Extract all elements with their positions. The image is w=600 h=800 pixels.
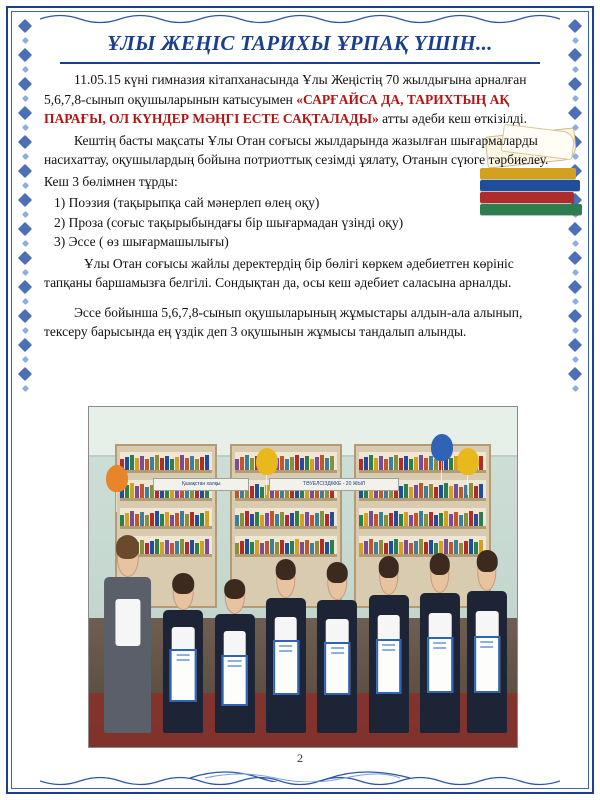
book-spine xyxy=(255,540,259,554)
book-spine xyxy=(250,514,254,526)
book-spine xyxy=(429,484,433,498)
shelf-row xyxy=(235,508,336,529)
person-teacher xyxy=(98,516,158,734)
student-hair xyxy=(477,550,498,572)
book-spine xyxy=(250,542,254,554)
ornament-diamond xyxy=(21,269,28,276)
book-spine xyxy=(240,541,244,554)
book-spine xyxy=(379,512,383,526)
ornament-diamond xyxy=(18,222,32,236)
book-spine xyxy=(200,541,204,554)
sections-lead-text: Кеш 3 бөлімнен тұрды: xyxy=(44,173,178,189)
book-spine xyxy=(369,511,373,526)
book-spine xyxy=(205,539,209,554)
book-spine xyxy=(135,458,139,470)
ornament-diamond xyxy=(21,153,28,160)
book-spine xyxy=(404,456,408,470)
balloon-yellow-2 xyxy=(457,448,479,475)
book-spine xyxy=(325,458,329,470)
book-spine xyxy=(454,512,458,526)
book-spine xyxy=(130,455,134,470)
ornament-diamond xyxy=(21,385,28,392)
ornament-diamond xyxy=(571,269,578,276)
list-item-essay: 3) Эссе ( өз шығармашылығы) xyxy=(54,234,229,249)
book-spine xyxy=(200,513,204,526)
book-spine xyxy=(265,513,269,526)
book-spine xyxy=(315,513,319,526)
book-spine xyxy=(170,515,174,526)
book-spine xyxy=(235,515,239,526)
page-number: 2 xyxy=(297,751,303,765)
book-spine xyxy=(275,514,279,526)
ornament-diamond xyxy=(571,356,578,363)
book-spine xyxy=(459,515,463,526)
student-hair xyxy=(276,559,297,580)
ornament-diamond xyxy=(21,37,28,44)
book-spine xyxy=(434,459,438,470)
ornament-diamond xyxy=(18,48,32,62)
book-spine xyxy=(185,458,189,470)
person-student-5 xyxy=(363,536,414,733)
teacher-hair xyxy=(116,535,140,559)
ornament-diamond xyxy=(21,66,28,73)
book-spine xyxy=(464,513,468,526)
ornament-diamond xyxy=(568,77,582,91)
certificate xyxy=(221,655,248,706)
book-spine xyxy=(285,459,289,470)
ornament-diamond xyxy=(568,251,582,265)
list-item xyxy=(44,193,556,213)
book-spine xyxy=(359,515,363,526)
ornament-diamond xyxy=(18,338,32,352)
student-hair xyxy=(327,562,348,583)
book-spine xyxy=(255,484,259,498)
book-spine xyxy=(205,455,209,470)
ornament-diamond xyxy=(568,338,582,352)
book-spine xyxy=(180,511,184,526)
book-spine xyxy=(150,457,154,470)
book-spine xyxy=(135,486,139,498)
certificate xyxy=(474,636,500,693)
book-spine xyxy=(399,458,403,470)
person-student-2 xyxy=(209,563,260,733)
book-spine xyxy=(434,487,438,498)
book-spine xyxy=(404,512,408,526)
book-spine xyxy=(245,455,249,470)
book-spine xyxy=(310,515,314,526)
ornament-diamond xyxy=(568,222,582,236)
teacher-blouse xyxy=(115,599,140,647)
person-student-3 xyxy=(260,540,311,734)
book-spine xyxy=(285,515,289,526)
balloon-orange xyxy=(106,465,128,492)
student-hair xyxy=(430,553,451,575)
ornament-diamond xyxy=(18,164,32,178)
page-title: ҰЛЫ ЖЕҢІС ТАРИХЫ ҰРПАҚ ҮШІН... xyxy=(107,31,493,55)
ornament-diamond xyxy=(571,37,578,44)
book-spine xyxy=(359,459,363,470)
ornament-diamond xyxy=(18,280,32,294)
person-student-7 xyxy=(461,529,512,733)
ornament-diamond xyxy=(21,240,28,247)
intro-text-part1: 11.05.15 күні гимназия кітапханасында Ұлы Жеңістің 70 жылдығына арналған 5,6,7,8-сынып оқушыларынын катысуымен xyxy=(44,72,527,107)
book-spine xyxy=(315,457,319,470)
book-spine xyxy=(374,514,378,526)
book-spine xyxy=(180,455,184,470)
book-spine xyxy=(409,459,413,470)
book-spine xyxy=(325,514,329,526)
ornament-diamond xyxy=(571,298,578,305)
book-spine xyxy=(245,539,249,554)
intro-highlight-title: «САРҒАЙСА ДА, ТАРИХТЫҢ АҚ ПАРАҒЫ, ОЛ КҮНДЕР МӘҢГІ ЕСТЕ САҚТАЛАДЫ» xyxy=(44,91,510,126)
book-spine xyxy=(409,515,413,526)
ornament-diamond xyxy=(18,193,32,207)
person-student-4 xyxy=(312,543,363,733)
left-ornament-strip xyxy=(14,14,36,786)
ornament-diamond xyxy=(18,367,32,381)
ornament-diamond xyxy=(568,309,582,323)
book-spine xyxy=(165,512,169,526)
book-spine xyxy=(469,511,473,526)
ornament-diamond xyxy=(21,124,28,131)
book-spine xyxy=(414,513,418,526)
certificate xyxy=(273,640,299,694)
ornament-diamond xyxy=(18,309,32,323)
balloon-blue xyxy=(431,434,453,461)
book-spine xyxy=(125,457,129,470)
person-student-1 xyxy=(157,557,208,734)
book-spine xyxy=(479,456,483,470)
book-spine xyxy=(449,458,453,470)
book-spine xyxy=(290,457,294,470)
book-spine xyxy=(364,513,368,526)
book-spine xyxy=(399,514,403,526)
student-hair xyxy=(224,579,246,599)
book-spine xyxy=(439,513,443,526)
person-student-6 xyxy=(414,533,465,734)
book-spine xyxy=(190,456,194,470)
book-spine xyxy=(434,515,438,526)
ornament-diamond xyxy=(21,298,28,305)
book-spine xyxy=(364,457,368,470)
book-spine xyxy=(160,542,164,554)
book-spine xyxy=(419,511,423,526)
book-spine xyxy=(384,515,388,526)
book-spine xyxy=(414,485,418,498)
ornament-diamond xyxy=(571,240,578,247)
book-spine xyxy=(424,458,428,470)
book-spine xyxy=(250,458,254,470)
book-spine xyxy=(454,484,458,498)
book-spine xyxy=(190,540,194,554)
book-spine xyxy=(429,456,433,470)
book-spine xyxy=(240,457,244,470)
certificate xyxy=(376,639,402,694)
book-spine xyxy=(379,456,383,470)
book-spine xyxy=(185,542,189,554)
paragraph-literature xyxy=(44,254,556,293)
intro-text-part2: атты әдеби кеш өткізілді. xyxy=(378,111,528,126)
ornament-diamond xyxy=(18,77,32,91)
book-spine xyxy=(330,456,334,470)
banner-kazakhstan: Қазақстан халқы xyxy=(153,478,249,491)
ornament-diamond xyxy=(571,385,578,392)
book-spine xyxy=(469,483,473,498)
book-spine xyxy=(245,511,249,526)
paragraph-purpose xyxy=(44,131,556,170)
top-ornament xyxy=(40,12,560,26)
balloon-yellow xyxy=(256,448,278,475)
student-hair xyxy=(172,573,194,594)
ornament-diamond xyxy=(21,211,28,218)
book-spine xyxy=(240,513,244,526)
book-spine xyxy=(140,456,144,470)
book-spine xyxy=(280,456,284,470)
list-item xyxy=(44,232,556,252)
list-item-poetry: 1) Поэзия (тақырыпқа сай мәнерлеп өлең оқу) xyxy=(54,195,320,210)
book-spine xyxy=(180,539,184,554)
article-body xyxy=(44,70,556,344)
book-spine xyxy=(310,459,314,470)
book-spine xyxy=(145,487,149,498)
essay-results-text: Эссе бойынша 5,6,7,8-сынып оқушыларының жұмыстары алдын-ала алынып, тексеру барысында ең үздік деп 3 оқушынын жұмысы тандалып алынды. xyxy=(44,304,523,339)
ornament-diamond xyxy=(18,106,32,120)
book-spine xyxy=(235,459,239,470)
book-spine xyxy=(399,486,403,498)
event-photo-scene xyxy=(89,407,517,747)
book-spine xyxy=(185,514,189,526)
book-spine xyxy=(200,457,204,470)
book-spine xyxy=(479,484,483,498)
book-spine xyxy=(130,483,134,498)
paragraph-intro xyxy=(44,70,556,129)
book-spine xyxy=(175,457,179,470)
book-spine xyxy=(369,455,373,470)
book-spine xyxy=(474,514,478,526)
book-spine xyxy=(419,455,423,470)
book-spine xyxy=(429,512,433,526)
book-spine xyxy=(195,515,199,526)
book-spine xyxy=(444,483,448,498)
book-spine xyxy=(165,540,169,554)
student-hair xyxy=(378,556,399,578)
book-spine xyxy=(414,457,418,470)
book-spine xyxy=(255,512,259,526)
book-spine xyxy=(195,459,199,470)
title-band xyxy=(44,26,556,66)
book-spine xyxy=(160,458,164,470)
book-spine xyxy=(409,487,413,498)
book-spine xyxy=(145,459,149,470)
book-spine xyxy=(190,512,194,526)
ornament-diamond xyxy=(571,66,578,73)
book-spine xyxy=(140,484,144,498)
footer-flourish xyxy=(185,766,415,782)
book-spine xyxy=(444,511,448,526)
book-spine xyxy=(160,514,164,526)
certificate xyxy=(170,649,197,702)
ornament-diamond xyxy=(18,19,32,33)
certificate xyxy=(427,637,453,693)
book-spine xyxy=(270,511,274,526)
literature-text: Ұлы Отан соғысы жайлы деректердің бір бөлігі көркем әдебиетген көрініс тапқаны баршамызға белгілі. Сондықтан да, осы кеш әдебиет саласына арналды. xyxy=(44,255,514,290)
book-spine xyxy=(175,541,179,554)
ornament-diamond xyxy=(568,19,582,33)
book-spine xyxy=(175,513,179,526)
certificate xyxy=(324,642,350,695)
footer-flourish-svg xyxy=(185,766,415,782)
book-spine xyxy=(320,455,324,470)
book-spine xyxy=(295,511,299,526)
list-item-prose: 2) Проза (соғыс тақырыбындағы бір шығармадан үзінді оқу) xyxy=(54,214,404,230)
shelf-row xyxy=(235,452,336,473)
ornament-diamond xyxy=(568,367,582,381)
book-spine xyxy=(389,513,393,526)
book-spine xyxy=(389,457,393,470)
book-spine xyxy=(260,487,264,498)
book-spine xyxy=(424,514,428,526)
book-spine xyxy=(170,459,174,470)
book-spine xyxy=(250,486,254,498)
book-spine xyxy=(280,512,284,526)
banner-independence: ТӘУЕЛСІЗДІККЕ - 20 ЖЫЛ xyxy=(269,478,399,491)
book-spine xyxy=(300,458,304,470)
book-spine xyxy=(459,487,463,498)
ornament-diamond xyxy=(21,327,28,334)
book-spine xyxy=(320,511,324,526)
ornament-diamond xyxy=(18,135,32,149)
title-underline xyxy=(60,62,540,64)
ornament-diamond xyxy=(571,95,578,102)
book-spine xyxy=(235,543,239,554)
book-spine xyxy=(449,486,453,498)
shelf-row xyxy=(359,508,486,529)
ornament-diamond xyxy=(18,251,32,265)
book-spine xyxy=(205,511,209,526)
paragraph-essay-results xyxy=(44,303,556,342)
book-spine xyxy=(419,483,423,498)
ornament-diamond xyxy=(568,106,582,120)
ornament-diamond xyxy=(21,356,28,363)
book-spine xyxy=(195,543,199,554)
book-spine xyxy=(295,455,299,470)
purpose-text: Кештің басты мақсаты Ұлы Отан соғысы жылдарында жазылған шығармаларды насихаттау, оқушылардың бойына потриоттық сезімді ұялату, Отанын сүюге тәрбиелеу. xyxy=(44,132,549,167)
book-spine xyxy=(155,455,159,470)
book-spine xyxy=(449,514,453,526)
shelf-row xyxy=(120,452,213,473)
book-spine xyxy=(394,455,398,470)
ornament-diamond xyxy=(568,48,582,62)
book-spine xyxy=(404,484,408,498)
book-spine xyxy=(300,514,304,526)
list-item xyxy=(44,213,556,233)
page-footer xyxy=(0,751,600,782)
book-spine xyxy=(260,515,264,526)
paragraph-sections-lead xyxy=(44,172,556,192)
book-spine xyxy=(305,456,309,470)
ornament-diamond xyxy=(568,280,582,294)
book-spine xyxy=(305,512,309,526)
ornament-diamond xyxy=(21,182,28,189)
book-spine xyxy=(474,486,478,498)
book-spine xyxy=(394,511,398,526)
book-spine xyxy=(170,543,174,554)
book-spine xyxy=(290,513,294,526)
ornament-diamond xyxy=(21,95,28,102)
book-spine xyxy=(424,486,428,498)
event-photo xyxy=(88,406,518,748)
book-spine xyxy=(439,485,443,498)
book-spine xyxy=(479,512,483,526)
book-spine xyxy=(384,459,388,470)
top-ornament-svg xyxy=(40,12,560,26)
ornament-diamond xyxy=(571,327,578,334)
book-spine xyxy=(330,512,334,526)
book-spine xyxy=(165,456,169,470)
book-spine xyxy=(374,458,378,470)
